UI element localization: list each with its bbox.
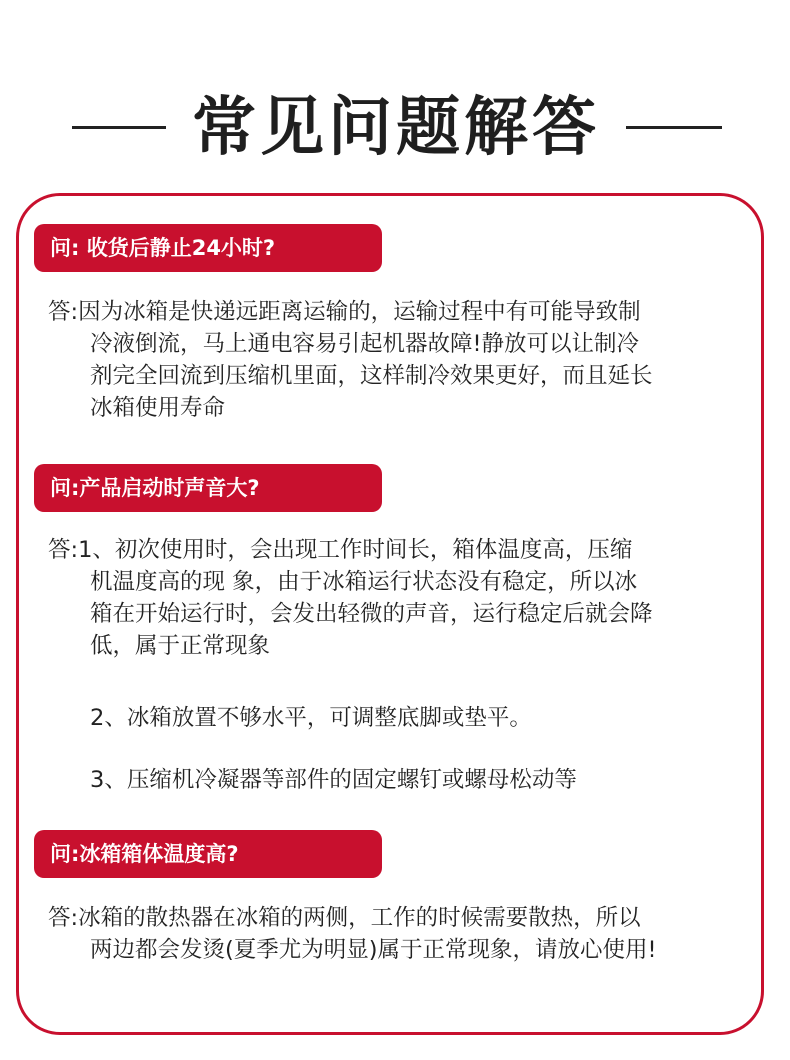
answer-2-line-1: 答:1、初次使用时，会出现工作时间长，箱体温度高，压缩 <box>48 537 633 563</box>
title-divider-left <box>72 126 166 129</box>
answer-2 <box>48 534 748 793</box>
question-3-banner <box>34 830 382 878</box>
question-2-text: 问:产品启动时声音大? <box>50 476 260 500</box>
answer-2-point-3: 3、压缩机冷凝器等部件的固定螺钉或螺母松动等 <box>90 767 577 793</box>
title-row <box>0 82 790 172</box>
answer-1-line-2: 冷液倒流，马上通电容易引起机器故障!静放可以让制冷 <box>90 331 640 357</box>
answer-3 <box>48 902 748 966</box>
question-1-banner <box>34 224 382 272</box>
answer-2-point-2: 2、冰箱放置不够水平，可调整底脚或垫平。 <box>90 705 532 731</box>
question-3-text: 问:冰箱箱体温度高? <box>50 842 239 866</box>
answer-1-line-3: 剂完全回流到压缩机里面，这样制冷效果更好，而且延长 <box>90 363 653 389</box>
answer-2-line-3: 箱在开始运行时，会发出轻微的声音，运行稳定后就会降 <box>90 601 653 627</box>
answer-1-line-1: 答:因为冰箱是快递远距离运输的，运输过程中有可能导致制 <box>48 299 641 325</box>
page-title: 常见问题解答 <box>192 91 600 165</box>
answer-1 <box>48 296 748 424</box>
question-2-banner <box>34 464 382 512</box>
answer-1-line-4: 冰箱使用寿命 <box>90 395 226 421</box>
question-1-text: 问: 收货后静止24小时? <box>50 236 276 260</box>
title-divider-right <box>626 126 722 129</box>
answer-2-line-2: 机温度高的现 象，由于冰箱运行状态没有稳定，所以冰 <box>90 569 638 595</box>
answer-2-line-4: 低，属于正常现象 <box>90 633 271 659</box>
answer-3-line-2: 两边都会发烫(夏季尤为明显)属于正常现象，请放心使用! <box>90 937 657 963</box>
answer-3-line-1: 答:冰箱的散热器在冰箱的两侧，工作的时候需要散热，所以 <box>48 905 641 931</box>
